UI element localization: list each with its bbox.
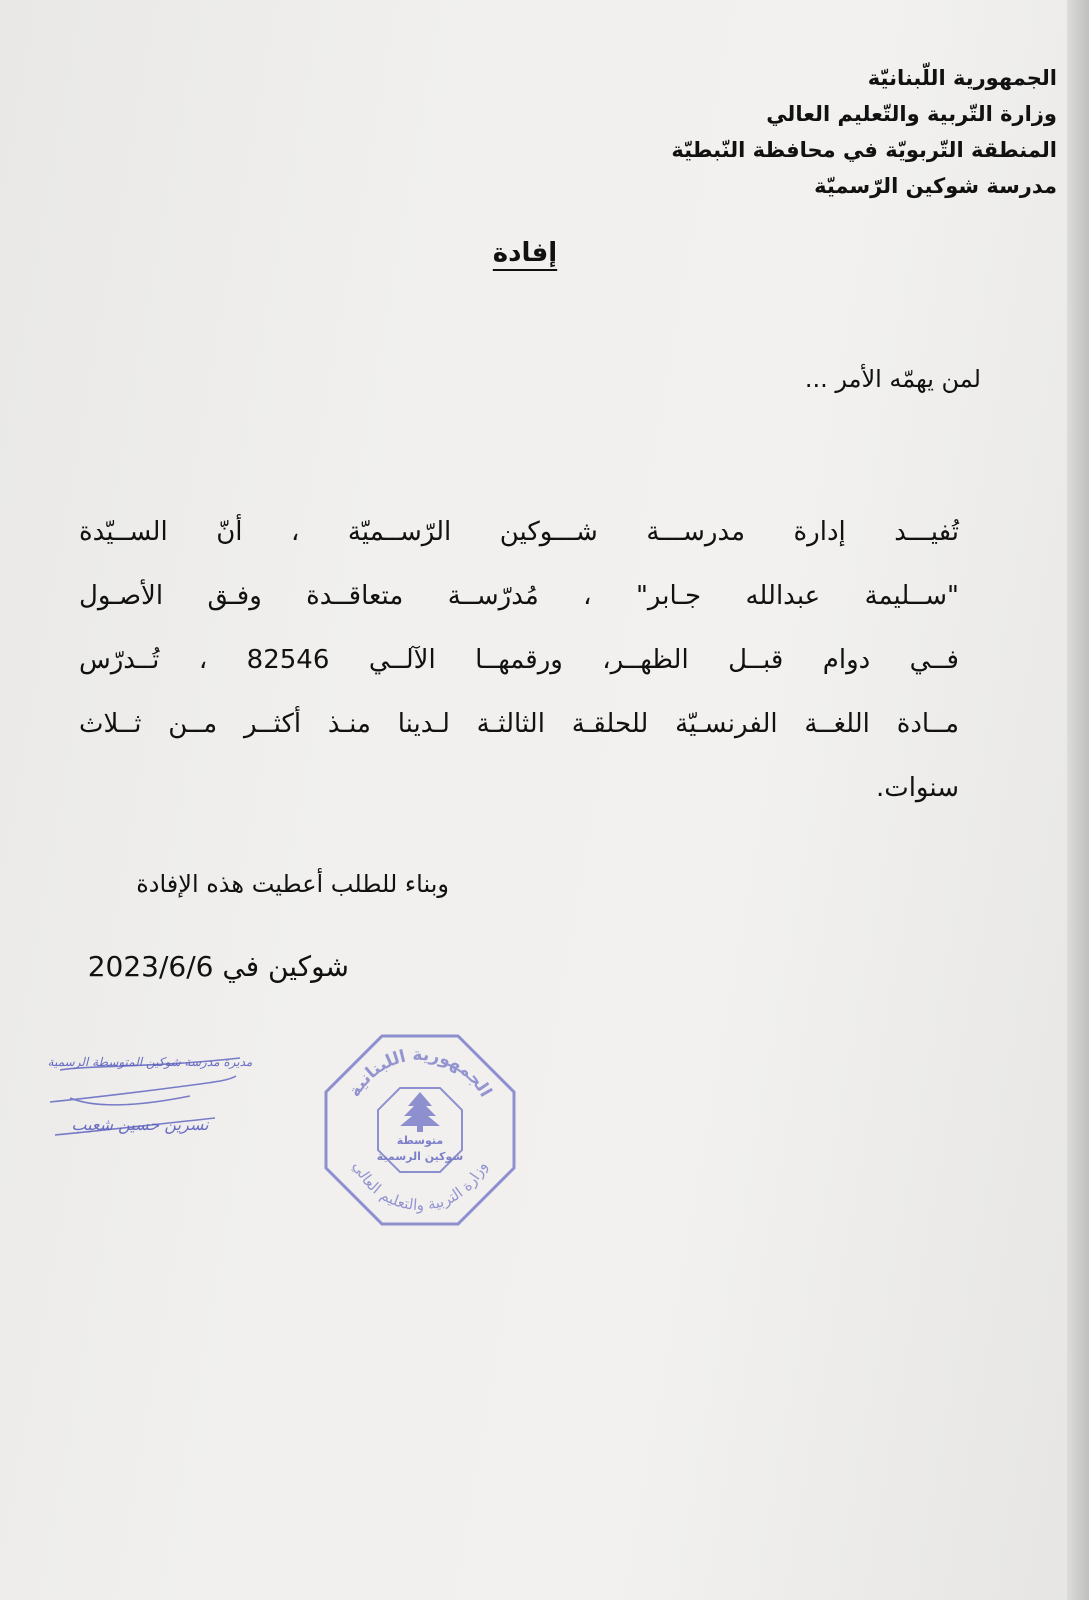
official-stamp: [320, 1030, 520, 1230]
certificate-body: [79, 500, 959, 820]
stamp-center-line1: متوسطة: [396, 1134, 444, 1147]
letterhead-region: المنطقة التّربويّة في محافظة النّبطيّة: [671, 138, 1057, 162]
body-line: "ســليمة عبدالله جـابر" ، مُدرّســة متعاقــدة وفـق الأصـول: [79, 581, 959, 611]
body-line: مــادة اللغــة الفرنسـيّة للحلقـة الثالثـة لـدينا منـذ أكثــر مــن ثــلاث: [79, 709, 959, 739]
body-line: تُفيـــد إدارة مدرســـة شـــوكين الرّســميّة ، أنّ الســيّدة: [79, 517, 959, 547]
letterhead-school: مدرسة شوكين الرّسميّة: [814, 174, 1057, 198]
svg-text:وزارة التربية والتعليم العالي: [348, 1158, 490, 1214]
signature-title-text: مديرة مدرسة شوكين المتوسطة الرسمية: [47, 1055, 253, 1069]
stamp-bottom-text: وزارة التربية والتعليم العالي: [349, 1158, 491, 1215]
director-signature: [0, 1040, 260, 1160]
greeting: لمن يهمّه الأمر ...: [804, 365, 981, 393]
letterhead-country: الجمهورية اللّبنانيّة: [867, 66, 1057, 90]
stamp-top-text: الجمهورية اللبنانية: [344, 1044, 496, 1101]
letterhead-ministry: وزارة التّربية والتّعليم العالي: [766, 102, 1057, 126]
document-title: إفادة: [492, 238, 558, 268]
body-line: فــي دوام قبــل الظهــر، ورقمهــا الآلــي 82546 ، تُــدرّس: [79, 645, 959, 675]
cedar-tree-icon: [400, 1092, 440, 1132]
place-and-date: شوكين في 2023/6/6: [87, 950, 349, 983]
signature-name-text: نسرين حسين شعيب: [71, 1115, 209, 1134]
page-edge-shadow: [1067, 0, 1089, 1600]
closing-statement: وبناء للطلب أعطيت هذه الإفادة: [136, 870, 449, 898]
letterhead: [537, 60, 1057, 204]
stamp-center-line2: شوكين الرسمية: [376, 1150, 464, 1163]
body-line: سنوات.: [875, 773, 959, 803]
